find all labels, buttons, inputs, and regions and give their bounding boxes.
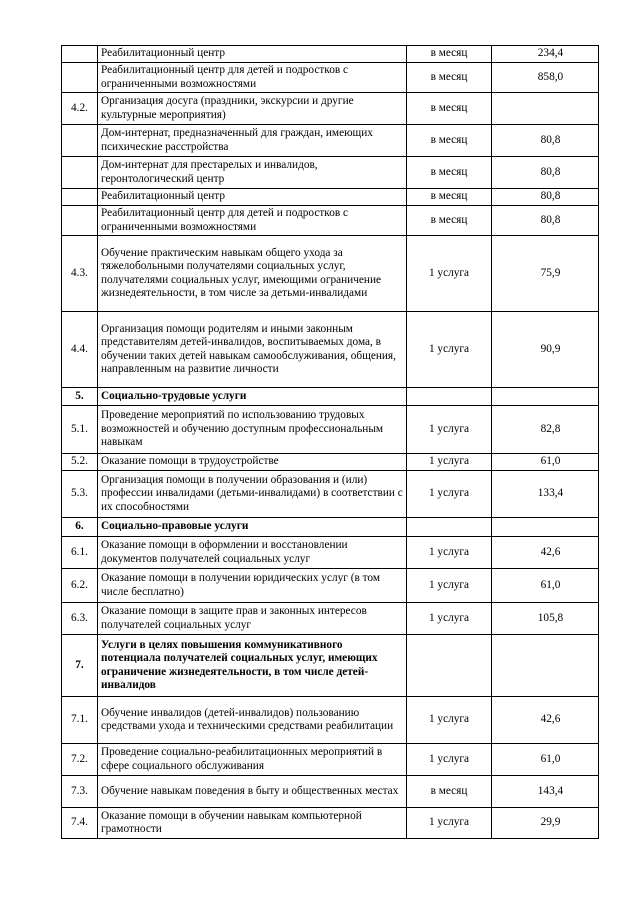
row-number: 7. [62, 635, 98, 697]
service-name: Оказание помощи в защите прав и законных интересов получателей социальных услуг [98, 603, 407, 635]
row-number [62, 46, 98, 63]
service-name: Организация помощи родителям и иными законным представителям детей-инвалидов, воспитываемых дома, в обучении таких детей навыкам самообслуживания, общения, направленным на развитие личности [98, 312, 407, 388]
tariff-table [61, 45, 599, 839]
section-row [62, 518, 599, 537]
unit-of-measure: в месяц [407, 189, 492, 206]
row-number: 7.1. [62, 697, 98, 744]
table-row [62, 454, 599, 471]
unit-of-measure: 1 услуга [407, 697, 492, 744]
unit-of-measure: в месяц [407, 46, 492, 63]
row-number [62, 157, 98, 189]
tariff-value [492, 388, 599, 406]
tariff-value: 61,0 [492, 454, 599, 471]
row-number [62, 125, 98, 157]
table-row [62, 406, 599, 454]
unit-of-measure: в месяц [407, 157, 492, 189]
service-name: Оказание помощи в получении юридических услуг (в том числе бесплатно) [98, 569, 407, 603]
tariff-value: 29,9 [492, 808, 599, 839]
section-row [62, 635, 599, 697]
unit-of-measure: 1 услуга [407, 808, 492, 839]
tariff-value: 80,8 [492, 189, 599, 206]
table-row [62, 603, 599, 635]
tariff-value: 80,8 [492, 206, 599, 236]
unit-of-measure: 1 услуга [407, 236, 492, 312]
service-name: Услуги в целях повышения коммуникативного потенциала получателей социальных услуг, имеющих ограничение жизнедеятельности, в том числе детей-инвалидов [98, 635, 407, 697]
service-name: Реабилитационный центр для детей и подростков с ограниченными возможностями [98, 63, 407, 93]
unit-of-measure: 1 услуга [407, 471, 492, 518]
table-row [62, 125, 599, 157]
service-name: Социально-трудовые услуги [98, 388, 407, 406]
row-number: 6.1. [62, 537, 98, 569]
service-name: Обучение практическим навыкам общего ухода за тяжелобольными получателями социальных услуг, получателями социальных услуг, имеющими ограничение жизнедеятельности, в том числе за детьми-инвалидами [98, 236, 407, 312]
table-row [62, 93, 599, 125]
service-name: Оказание помощи в обучении навыкам компьютерной грамотности [98, 808, 407, 839]
table-row [62, 569, 599, 603]
row-number [62, 206, 98, 236]
tariff-value: 133,4 [492, 471, 599, 518]
row-number: 6.3. [62, 603, 98, 635]
tariff-value [492, 635, 599, 697]
row-number: 5.3. [62, 471, 98, 518]
service-name: Дом-интернат для престарелых и инвалидов, геронтологический центр [98, 157, 407, 189]
table-row [62, 189, 599, 206]
unit-of-measure: в месяц [407, 93, 492, 125]
service-name: Обучение навыкам поведения в быту и общественных местах [98, 776, 407, 808]
service-name: Организация досуга (праздники, экскурсии и другие культурные мероприятия) [98, 93, 407, 125]
unit-of-measure: в месяц [407, 206, 492, 236]
service-name: Оказание помощи в оформлении и восстановлении документов получателей социальных услуг [98, 537, 407, 569]
unit-of-measure: в месяц [407, 63, 492, 93]
unit-of-measure [407, 388, 492, 406]
tariff-table-page [61, 45, 599, 839]
tariff-value: 61,0 [492, 744, 599, 776]
unit-of-measure: 1 услуга [407, 454, 492, 471]
row-number: 7.2. [62, 744, 98, 776]
tariff-value: 80,8 [492, 125, 599, 157]
row-number: 6. [62, 518, 98, 537]
unit-of-measure: в месяц [407, 776, 492, 808]
row-number: 5.2. [62, 454, 98, 471]
tariff-value: 42,6 [492, 537, 599, 569]
tariff-value: 75,9 [492, 236, 599, 312]
tariff-value: 105,8 [492, 603, 599, 635]
tariff-value: 80,8 [492, 157, 599, 189]
service-name: Реабилитационный центр [98, 46, 407, 63]
section-row [62, 388, 599, 406]
tariff-value [492, 518, 599, 537]
unit-of-measure: 1 услуга [407, 406, 492, 454]
table-row [62, 46, 599, 63]
table-row [62, 697, 599, 744]
table-row [62, 312, 599, 388]
tariff-value: 82,8 [492, 406, 599, 454]
unit-of-measure: 1 услуга [407, 569, 492, 603]
row-number: 5.1. [62, 406, 98, 454]
tariff-table-body [62, 46, 599, 839]
row-number: 4.4. [62, 312, 98, 388]
unit-of-measure: 1 услуга [407, 744, 492, 776]
service-name: Проведение социально-реабилитационных мероприятий в сфере социального обслуживания [98, 744, 407, 776]
row-number: 4.2. [62, 93, 98, 125]
row-number [62, 63, 98, 93]
row-number: 5. [62, 388, 98, 406]
table-row [62, 537, 599, 569]
service-name: Организация помощи в получении образования и (или) профессии инвалидами (детьми-инвалидами) в соответствии с их способностями [98, 471, 407, 518]
table-row [62, 236, 599, 312]
unit-of-measure [407, 518, 492, 537]
service-name: Обучение инвалидов (детей-инвалидов) пользованию средствами ухода и техническими средствами реабилитации [98, 697, 407, 744]
service-name: Социально-правовые услуги [98, 518, 407, 537]
row-number: 7.3. [62, 776, 98, 808]
tariff-value: 42,6 [492, 697, 599, 744]
table-row [62, 471, 599, 518]
unit-of-measure: 1 услуга [407, 603, 492, 635]
table-row [62, 808, 599, 839]
unit-of-measure: в месяц [407, 125, 492, 157]
service-name: Оказание помощи в трудоустройстве [98, 454, 407, 471]
service-name: Реабилитационный центр [98, 189, 407, 206]
tariff-value: 234,4 [492, 46, 599, 63]
tariff-value: 143,4 [492, 776, 599, 808]
tariff-value: 90,9 [492, 312, 599, 388]
row-number: 4.3. [62, 236, 98, 312]
unit-of-measure: 1 услуга [407, 312, 492, 388]
table-row [62, 776, 599, 808]
service-name: Реабилитационный центр для детей и подростков с ограниченными возможностями [98, 206, 407, 236]
row-number: 6.2. [62, 569, 98, 603]
row-number: 7.4. [62, 808, 98, 839]
service-name: Проведение мероприятий по использованию трудовых возможностей и обучению доступным профессиональным навыкам [98, 406, 407, 454]
table-row [62, 63, 599, 93]
tariff-value: 61,0 [492, 569, 599, 603]
service-name: Дом-интернат, предназначенный для граждан, имеющих психические расстройства [98, 125, 407, 157]
unit-of-measure [407, 635, 492, 697]
tariff-value: 858,0 [492, 63, 599, 93]
table-row [62, 206, 599, 236]
unit-of-measure: 1 услуга [407, 537, 492, 569]
tariff-value [492, 93, 599, 125]
table-row [62, 744, 599, 776]
table-row [62, 157, 599, 189]
row-number [62, 189, 98, 206]
